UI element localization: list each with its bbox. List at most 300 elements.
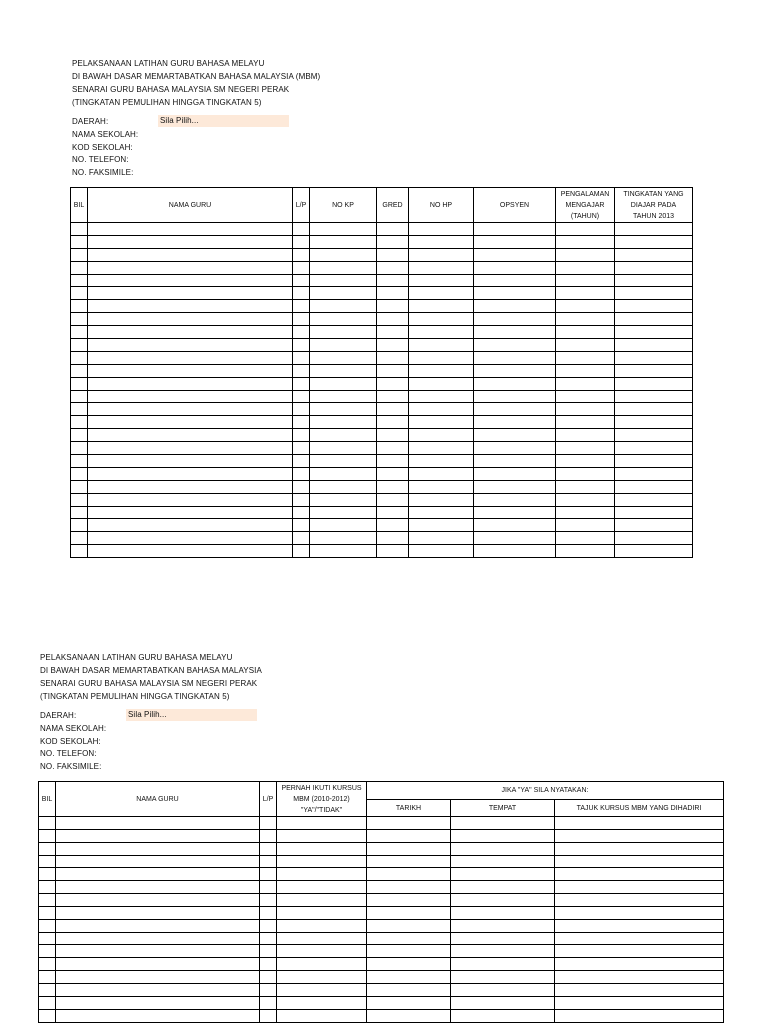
form2-table-cell[interactable] bbox=[56, 842, 260, 855]
form1-table-cell[interactable] bbox=[615, 467, 693, 480]
form2-table-cell[interactable] bbox=[277, 881, 367, 894]
form1-table-cell[interactable] bbox=[615, 545, 693, 558]
form1-table-cell[interactable] bbox=[88, 377, 293, 390]
form1-table-cell[interactable] bbox=[474, 455, 556, 468]
form1-table-cell[interactable] bbox=[474, 248, 556, 261]
form1-table-cell[interactable] bbox=[615, 519, 693, 532]
form2-table-cell[interactable] bbox=[39, 855, 56, 868]
form2-table-cell[interactable] bbox=[56, 932, 260, 945]
form1-table-cell[interactable] bbox=[615, 455, 693, 468]
form1-table-cell[interactable] bbox=[615, 429, 693, 442]
form1-table-cell[interactable] bbox=[474, 429, 556, 442]
form1-table-cell[interactable] bbox=[409, 326, 474, 339]
form1-table-cell[interactable] bbox=[310, 390, 377, 403]
form1-table-cell[interactable] bbox=[310, 493, 377, 506]
form1-table-cell[interactable] bbox=[409, 532, 474, 545]
form1-table-cell[interactable] bbox=[310, 403, 377, 416]
form1-table-cell[interactable] bbox=[474, 442, 556, 455]
form2-table-cell[interactable] bbox=[451, 817, 555, 830]
form1-table-cell[interactable] bbox=[615, 326, 693, 339]
form1-table-cell[interactable] bbox=[409, 339, 474, 352]
form2-table-cell[interactable] bbox=[39, 881, 56, 894]
form1-table-cell[interactable] bbox=[293, 248, 310, 261]
form2-table-cell[interactable] bbox=[277, 855, 367, 868]
form1-table-cell[interactable] bbox=[474, 416, 556, 429]
form1-table-cell[interactable] bbox=[310, 442, 377, 455]
form1-table-cell[interactable] bbox=[310, 223, 377, 236]
form1-table-cell[interactable] bbox=[377, 313, 409, 326]
form1-table-cell[interactable] bbox=[88, 390, 293, 403]
form2-table-cell[interactable] bbox=[260, 855, 277, 868]
form1-table-cell[interactable] bbox=[377, 390, 409, 403]
form1-table-cell[interactable] bbox=[310, 339, 377, 352]
form1-table-cell[interactable] bbox=[377, 274, 409, 287]
form1-table-cell[interactable] bbox=[71, 532, 88, 545]
form2-table-cell[interactable] bbox=[277, 842, 367, 855]
form2-table-cell[interactable] bbox=[277, 829, 367, 842]
form2-table-cell[interactable] bbox=[56, 971, 260, 984]
form1-table-cell[interactable] bbox=[474, 274, 556, 287]
form2-table-cell[interactable] bbox=[277, 983, 367, 996]
form1-table-cell[interactable] bbox=[71, 223, 88, 236]
form2-table-cell[interactable] bbox=[555, 983, 724, 996]
form1-table-cell[interactable] bbox=[615, 287, 693, 300]
form1-table-cell[interactable] bbox=[409, 351, 474, 364]
form1-table-cell[interactable] bbox=[474, 377, 556, 390]
form1-table-cell[interactable] bbox=[556, 300, 615, 313]
form2-table-cell[interactable] bbox=[39, 842, 56, 855]
form1-table-cell[interactable] bbox=[377, 261, 409, 274]
form1-table-cell[interactable] bbox=[71, 506, 88, 519]
form1-table-cell[interactable] bbox=[556, 339, 615, 352]
form1-table-cell[interactable] bbox=[377, 235, 409, 248]
form2-table-cell[interactable] bbox=[277, 894, 367, 907]
form1-table-cell[interactable] bbox=[88, 480, 293, 493]
form1-table-cell[interactable] bbox=[409, 300, 474, 313]
form1-table-cell[interactable] bbox=[615, 248, 693, 261]
form1-table-cell[interactable] bbox=[71, 313, 88, 326]
form1-table-cell[interactable] bbox=[615, 223, 693, 236]
form2-table-cell[interactable] bbox=[367, 829, 451, 842]
form2-table-cell[interactable] bbox=[39, 1009, 56, 1022]
form1-table-cell[interactable] bbox=[556, 545, 615, 558]
form1-table-cell[interactable] bbox=[556, 274, 615, 287]
form1-table-cell[interactable] bbox=[377, 300, 409, 313]
form1-table-cell[interactable] bbox=[474, 223, 556, 236]
form1-table-cell[interactable] bbox=[556, 261, 615, 274]
form2-table-cell[interactable] bbox=[260, 919, 277, 932]
form2-table-cell[interactable] bbox=[56, 868, 260, 881]
form1-table-cell[interactable] bbox=[88, 326, 293, 339]
form1-table-cell[interactable] bbox=[409, 493, 474, 506]
form1-table-cell[interactable] bbox=[310, 235, 377, 248]
form2-table-cell[interactable] bbox=[367, 983, 451, 996]
form1-table-cell[interactable] bbox=[556, 480, 615, 493]
form1-table-cell[interactable] bbox=[556, 403, 615, 416]
form1-table-cell[interactable] bbox=[88, 493, 293, 506]
form1-table-cell[interactable] bbox=[310, 274, 377, 287]
form2-table-cell[interactable] bbox=[277, 932, 367, 945]
form1-table-cell[interactable] bbox=[310, 300, 377, 313]
form1-table-cell[interactable] bbox=[474, 364, 556, 377]
form2-table-cell[interactable] bbox=[39, 945, 56, 958]
form1-table-cell[interactable] bbox=[615, 416, 693, 429]
form1-table-cell[interactable] bbox=[377, 377, 409, 390]
form2-table-cell[interactable] bbox=[56, 919, 260, 932]
form1-table-cell[interactable] bbox=[88, 455, 293, 468]
form1-table-cell[interactable] bbox=[556, 326, 615, 339]
form1-table-cell[interactable] bbox=[474, 287, 556, 300]
form2-table-cell[interactable] bbox=[56, 1009, 260, 1022]
form2-table-cell[interactable] bbox=[277, 868, 367, 881]
form1-table-cell[interactable] bbox=[293, 480, 310, 493]
form1-table-cell[interactable] bbox=[71, 261, 88, 274]
form2-table-cell[interactable] bbox=[451, 1009, 555, 1022]
form1-table-cell[interactable] bbox=[474, 506, 556, 519]
form2-table-cell[interactable] bbox=[555, 958, 724, 971]
form2-table-cell[interactable] bbox=[260, 829, 277, 842]
form1-table-cell[interactable] bbox=[310, 248, 377, 261]
form1-table-cell[interactable] bbox=[556, 287, 615, 300]
form2-table-cell[interactable] bbox=[451, 881, 555, 894]
form1-table-cell[interactable] bbox=[377, 545, 409, 558]
form1-table-cell[interactable] bbox=[377, 480, 409, 493]
form1-table-cell[interactable] bbox=[556, 532, 615, 545]
form1-table-cell[interactable] bbox=[310, 519, 377, 532]
form1-table-cell[interactable] bbox=[293, 235, 310, 248]
form1-table-cell[interactable] bbox=[474, 300, 556, 313]
form2-table-cell[interactable] bbox=[39, 919, 56, 932]
form1-table-cell[interactable] bbox=[293, 351, 310, 364]
form2-table-cell[interactable] bbox=[555, 829, 724, 842]
form1-table-cell[interactable] bbox=[474, 235, 556, 248]
form1-table-cell[interactable] bbox=[377, 351, 409, 364]
form2-table-cell[interactable] bbox=[451, 932, 555, 945]
form2-table-cell[interactable] bbox=[555, 971, 724, 984]
form1-table-cell[interactable] bbox=[409, 287, 474, 300]
form1-table-cell[interactable] bbox=[71, 377, 88, 390]
form2-table-cell[interactable] bbox=[39, 817, 56, 830]
form1-table-cell[interactable] bbox=[293, 455, 310, 468]
form2-table-cell[interactable] bbox=[56, 881, 260, 894]
form1-table-cell[interactable] bbox=[409, 274, 474, 287]
form1-table-cell[interactable] bbox=[293, 442, 310, 455]
form1-table-cell[interactable] bbox=[310, 313, 377, 326]
form1-table-cell[interactable] bbox=[409, 223, 474, 236]
form2-table-cell[interactable] bbox=[555, 817, 724, 830]
form1-table-cell[interactable] bbox=[377, 416, 409, 429]
form1-table-cell[interactable] bbox=[474, 339, 556, 352]
form1-table-cell[interactable] bbox=[293, 287, 310, 300]
form2-table-cell[interactable] bbox=[277, 919, 367, 932]
form2-table-cell[interactable] bbox=[39, 932, 56, 945]
form1-table-cell[interactable] bbox=[377, 467, 409, 480]
form1-table-cell[interactable] bbox=[556, 377, 615, 390]
form2-table-cell[interactable] bbox=[451, 894, 555, 907]
form2-table-cell[interactable] bbox=[56, 894, 260, 907]
form1-table-cell[interactable] bbox=[377, 506, 409, 519]
form1-table-cell[interactable] bbox=[615, 339, 693, 352]
form1-table-cell[interactable] bbox=[88, 416, 293, 429]
form1-table-cell[interactable] bbox=[409, 519, 474, 532]
form2-table-cell[interactable] bbox=[56, 996, 260, 1009]
form2-table-cell[interactable] bbox=[260, 881, 277, 894]
form2-table-cell[interactable] bbox=[39, 829, 56, 842]
form1-table-cell[interactable] bbox=[409, 364, 474, 377]
form1-table-cell[interactable] bbox=[71, 519, 88, 532]
form1-table-cell[interactable] bbox=[377, 532, 409, 545]
form1-table-cell[interactable] bbox=[409, 261, 474, 274]
form1-table-cell[interactable] bbox=[88, 300, 293, 313]
form2-table-cell[interactable] bbox=[555, 894, 724, 907]
form1-table-cell[interactable] bbox=[293, 377, 310, 390]
form1-table-cell[interactable] bbox=[71, 248, 88, 261]
form1-table-cell[interactable] bbox=[293, 274, 310, 287]
form2-table-cell[interactable] bbox=[277, 945, 367, 958]
form1-table-cell[interactable] bbox=[88, 532, 293, 545]
form1-table-cell[interactable] bbox=[409, 313, 474, 326]
form2-table-cell[interactable] bbox=[277, 971, 367, 984]
form1-table-cell[interactable] bbox=[556, 390, 615, 403]
form1-table-cell[interactable] bbox=[293, 313, 310, 326]
form1-table-cell[interactable] bbox=[377, 455, 409, 468]
form2-table-cell[interactable] bbox=[260, 996, 277, 1009]
form1-table-cell[interactable] bbox=[293, 429, 310, 442]
form1-table-cell[interactable] bbox=[71, 390, 88, 403]
form1-table-cell[interactable] bbox=[293, 519, 310, 532]
form1-table-cell[interactable] bbox=[409, 455, 474, 468]
form1-table-cell[interactable] bbox=[71, 416, 88, 429]
form2-table-cell[interactable] bbox=[39, 868, 56, 881]
form1-table-cell[interactable] bbox=[615, 506, 693, 519]
form1-table-cell[interactable] bbox=[377, 339, 409, 352]
form1-table-cell[interactable] bbox=[377, 248, 409, 261]
form1-table-cell[interactable] bbox=[474, 467, 556, 480]
form2-table-cell[interactable] bbox=[277, 817, 367, 830]
form1-table-cell[interactable] bbox=[377, 326, 409, 339]
form1-table-cell[interactable] bbox=[377, 403, 409, 416]
form2-table-cell[interactable] bbox=[367, 855, 451, 868]
form2-table-cell[interactable] bbox=[56, 817, 260, 830]
form1-table-cell[interactable] bbox=[474, 390, 556, 403]
form2-table-cell[interactable] bbox=[367, 842, 451, 855]
form1-table-cell[interactable] bbox=[310, 287, 377, 300]
form1-table-cell[interactable] bbox=[615, 493, 693, 506]
form1-table-cell[interactable] bbox=[71, 442, 88, 455]
form1-table-cell[interactable] bbox=[615, 261, 693, 274]
form1-table-cell[interactable] bbox=[310, 364, 377, 377]
form1-table-cell[interactable] bbox=[71, 480, 88, 493]
form1-table-cell[interactable] bbox=[409, 467, 474, 480]
form2-table-cell[interactable] bbox=[367, 996, 451, 1009]
form2-table-cell[interactable] bbox=[555, 945, 724, 958]
form1-table-cell[interactable] bbox=[474, 351, 556, 364]
form2-table-cell[interactable] bbox=[451, 868, 555, 881]
form2-table-cell[interactable] bbox=[555, 842, 724, 855]
form2-table-cell[interactable] bbox=[555, 1009, 724, 1022]
form1-table-cell[interactable] bbox=[556, 519, 615, 532]
form1-table-cell[interactable] bbox=[88, 248, 293, 261]
form1-table-cell[interactable] bbox=[556, 351, 615, 364]
form1-table-cell[interactable] bbox=[409, 235, 474, 248]
form1-table-cell[interactable] bbox=[556, 429, 615, 442]
form1-table-cell[interactable] bbox=[556, 235, 615, 248]
form2-table-cell[interactable] bbox=[260, 1009, 277, 1022]
form1-table-cell[interactable] bbox=[474, 261, 556, 274]
form1-table-cell[interactable] bbox=[310, 261, 377, 274]
form1-table-cell[interactable] bbox=[615, 364, 693, 377]
form2-table-cell[interactable] bbox=[555, 932, 724, 945]
form1-table-cell[interactable] bbox=[88, 235, 293, 248]
form1-table-cell[interactable] bbox=[556, 313, 615, 326]
form2-daerah-select[interactable]: Sila Pilih... bbox=[126, 709, 257, 721]
form2-table-cell[interactable] bbox=[260, 842, 277, 855]
form1-table-cell[interactable] bbox=[88, 545, 293, 558]
form1-table-cell[interactable] bbox=[310, 506, 377, 519]
form1-table-cell[interactable] bbox=[310, 532, 377, 545]
form1-table-cell[interactable] bbox=[310, 455, 377, 468]
form1-table-cell[interactable] bbox=[88, 442, 293, 455]
form1-table-cell[interactable] bbox=[615, 532, 693, 545]
form1-table-cell[interactable] bbox=[474, 403, 556, 416]
form2-table-cell[interactable] bbox=[367, 945, 451, 958]
form1-table-cell[interactable] bbox=[615, 300, 693, 313]
form1-table-cell[interactable] bbox=[293, 223, 310, 236]
form1-table-cell[interactable] bbox=[310, 326, 377, 339]
form1-table-cell[interactable] bbox=[71, 364, 88, 377]
form2-table-cell[interactable] bbox=[451, 855, 555, 868]
form2-table-cell[interactable] bbox=[56, 855, 260, 868]
form1-table-cell[interactable] bbox=[88, 519, 293, 532]
form1-table-cell[interactable] bbox=[474, 480, 556, 493]
form2-table-cell[interactable] bbox=[39, 958, 56, 971]
form2-table-cell[interactable] bbox=[260, 971, 277, 984]
form2-table-cell[interactable] bbox=[451, 945, 555, 958]
form2-table-cell[interactable] bbox=[451, 971, 555, 984]
form2-table-cell[interactable] bbox=[39, 983, 56, 996]
form2-table-cell[interactable] bbox=[367, 894, 451, 907]
form1-table-cell[interactable] bbox=[556, 416, 615, 429]
form1-table-cell[interactable] bbox=[310, 416, 377, 429]
form1-table-cell[interactable] bbox=[615, 235, 693, 248]
form1-table-cell[interactable] bbox=[377, 287, 409, 300]
form1-table-cell[interactable] bbox=[71, 403, 88, 416]
form1-table-cell[interactable] bbox=[474, 493, 556, 506]
form2-table-cell[interactable] bbox=[39, 906, 56, 919]
form2-table-cell[interactable] bbox=[277, 1009, 367, 1022]
form1-table-cell[interactable] bbox=[474, 532, 556, 545]
form2-table-cell[interactable] bbox=[56, 958, 260, 971]
form2-table-cell[interactable] bbox=[367, 881, 451, 894]
form2-table-cell[interactable] bbox=[277, 996, 367, 1009]
form1-table-cell[interactable] bbox=[71, 300, 88, 313]
form1-table-cell[interactable] bbox=[71, 351, 88, 364]
form2-table-cell[interactable] bbox=[555, 996, 724, 1009]
form1-table-cell[interactable] bbox=[71, 545, 88, 558]
form1-table-cell[interactable] bbox=[474, 326, 556, 339]
form2-table-cell[interactable] bbox=[260, 868, 277, 881]
form1-table-cell[interactable] bbox=[409, 506, 474, 519]
form1-table-cell[interactable] bbox=[409, 248, 474, 261]
form1-table-cell[interactable] bbox=[377, 493, 409, 506]
form1-table-cell[interactable] bbox=[409, 545, 474, 558]
form1-table-cell[interactable] bbox=[88, 467, 293, 480]
form1-table-cell[interactable] bbox=[615, 403, 693, 416]
form2-table-cell[interactable] bbox=[277, 906, 367, 919]
form2-table-cell[interactable] bbox=[260, 817, 277, 830]
form1-table-cell[interactable] bbox=[615, 442, 693, 455]
form2-table-cell[interactable] bbox=[451, 958, 555, 971]
form2-table-cell[interactable] bbox=[260, 958, 277, 971]
form1-table-cell[interactable] bbox=[556, 364, 615, 377]
form1-table-cell[interactable] bbox=[409, 429, 474, 442]
form1-table-cell[interactable] bbox=[556, 223, 615, 236]
form1-table-cell[interactable] bbox=[88, 313, 293, 326]
form2-table-cell[interactable] bbox=[451, 983, 555, 996]
form1-table-cell[interactable] bbox=[474, 519, 556, 532]
form2-table-cell[interactable] bbox=[451, 919, 555, 932]
form1-table-cell[interactable] bbox=[293, 467, 310, 480]
form2-table-cell[interactable] bbox=[260, 983, 277, 996]
form1-table-cell[interactable] bbox=[88, 274, 293, 287]
form2-table-cell[interactable] bbox=[367, 906, 451, 919]
form2-table-cell[interactable] bbox=[260, 894, 277, 907]
form2-table-cell[interactable] bbox=[451, 829, 555, 842]
form1-table-cell[interactable] bbox=[71, 467, 88, 480]
form1-table-cell[interactable] bbox=[615, 377, 693, 390]
form2-table-cell[interactable] bbox=[367, 958, 451, 971]
form1-table-cell[interactable] bbox=[293, 390, 310, 403]
form2-table-cell[interactable] bbox=[451, 842, 555, 855]
form1-table-cell[interactable] bbox=[409, 390, 474, 403]
form1-table-cell[interactable] bbox=[556, 248, 615, 261]
form1-table-cell[interactable] bbox=[310, 467, 377, 480]
form2-table-cell[interactable] bbox=[260, 945, 277, 958]
form2-table-cell[interactable] bbox=[39, 894, 56, 907]
form1-table-cell[interactable] bbox=[88, 261, 293, 274]
form1-table-cell[interactable] bbox=[71, 287, 88, 300]
form2-table-cell[interactable] bbox=[260, 932, 277, 945]
form1-table-cell[interactable] bbox=[88, 429, 293, 442]
form2-table-cell[interactable] bbox=[56, 829, 260, 842]
form1-table-cell[interactable] bbox=[71, 339, 88, 352]
form1-table-cell[interactable] bbox=[409, 442, 474, 455]
form1-table-cell[interactable] bbox=[71, 429, 88, 442]
form1-table-cell[interactable] bbox=[556, 442, 615, 455]
form2-table-cell[interactable] bbox=[555, 868, 724, 881]
form1-table-cell[interactable] bbox=[377, 442, 409, 455]
form1-table-cell[interactable] bbox=[474, 313, 556, 326]
form2-table-cell[interactable] bbox=[367, 868, 451, 881]
form1-table-cell[interactable] bbox=[88, 351, 293, 364]
form1-table-cell[interactable] bbox=[293, 261, 310, 274]
form1-table-cell[interactable] bbox=[293, 403, 310, 416]
form2-table-cell[interactable] bbox=[555, 919, 724, 932]
form1-table-cell[interactable] bbox=[377, 519, 409, 532]
form2-table-cell[interactable] bbox=[56, 983, 260, 996]
form1-table-cell[interactable] bbox=[293, 364, 310, 377]
form1-table-cell[interactable] bbox=[88, 223, 293, 236]
form1-table-cell[interactable] bbox=[71, 455, 88, 468]
form2-table-cell[interactable] bbox=[367, 919, 451, 932]
form1-table-cell[interactable] bbox=[615, 351, 693, 364]
form2-table-cell[interactable] bbox=[367, 1009, 451, 1022]
form2-table-cell[interactable] bbox=[39, 971, 56, 984]
form1-table-cell[interactable] bbox=[310, 377, 377, 390]
form1-table-cell[interactable] bbox=[293, 300, 310, 313]
form2-table-cell[interactable] bbox=[39, 996, 56, 1009]
form1-table-cell[interactable] bbox=[71, 493, 88, 506]
